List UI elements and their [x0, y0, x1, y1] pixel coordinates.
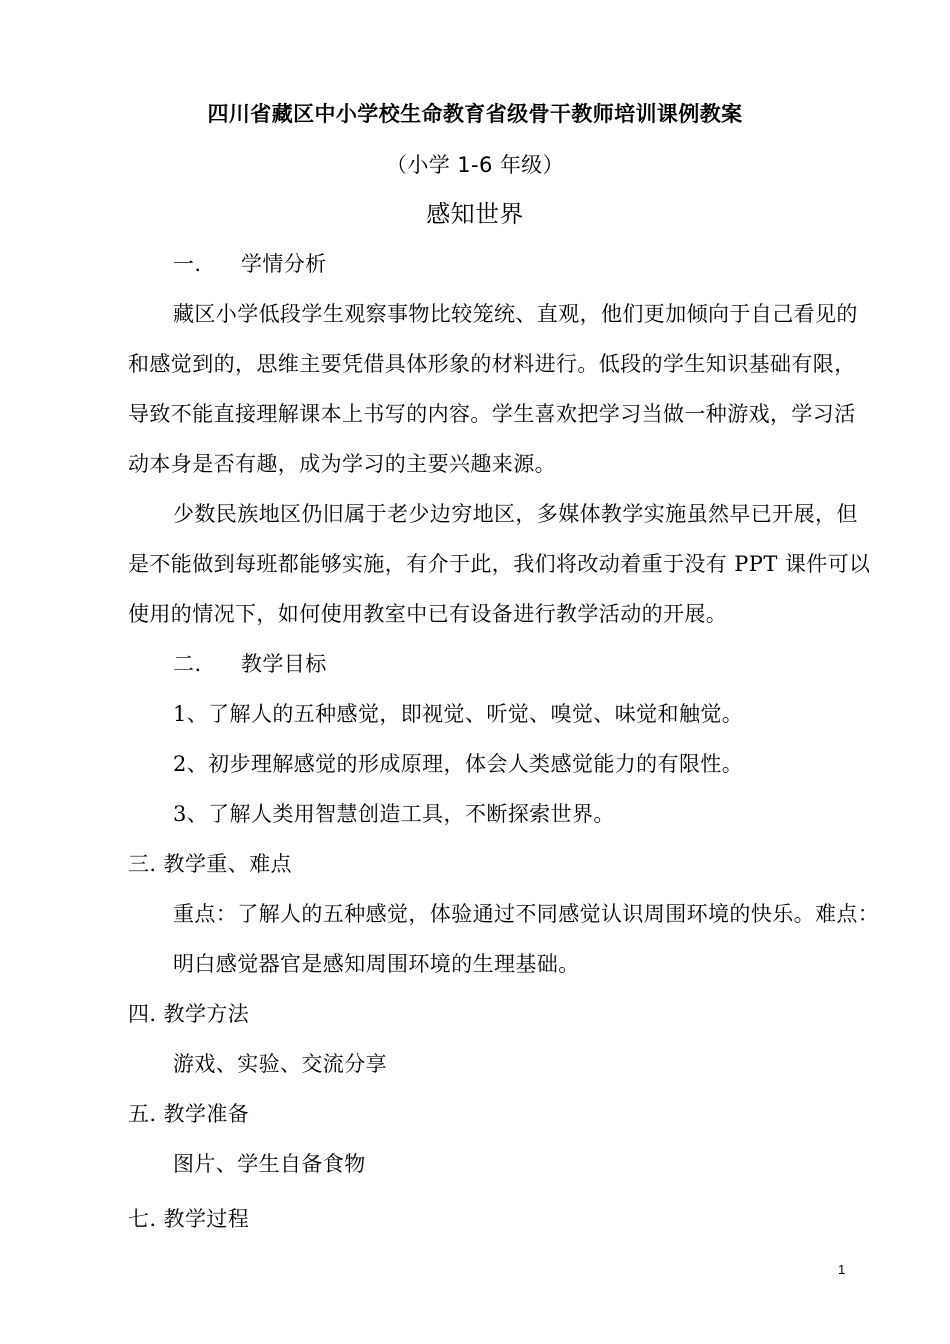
paragraph-line: 导致不能直接理解课本上书写的内容。学生喜欢把学习当做一种游戏，学习活	[128, 402, 856, 426]
section-heading-7: 七. 教学过程	[128, 1207, 250, 1231]
paragraph-line: 明白感觉器官是感知周围环境的生理基础。	[173, 952, 580, 976]
lesson-topic: 感知世界	[426, 200, 524, 228]
paragraph-line: 重点：了解人的五种感觉，体验通过不同感觉认识周围环境的快乐。难点：	[173, 902, 880, 926]
section-number: 一.	[173, 252, 202, 276]
goal-item: 1、了解人的五种感觉，即视觉、听觉、嗅觉、味觉和触觉。	[173, 702, 744, 726]
goal-item: 2、初步理解感觉的形成原理，体会人类感觉能力的有限性。	[173, 752, 744, 776]
section-heading-3: 三. 教学重、难点	[128, 852, 292, 876]
page-number: 1	[838, 1262, 846, 1277]
section-heading-1	[173, 250, 327, 278]
paragraph-line: 藏区小学低段学生观察事物比较笼统、直观，他们更加倾向于自己看见的	[173, 302, 858, 326]
paragraph-line: 少数民族地区仍旧属于老少边穷地区，多媒体教学实施虽然早已开展，但	[173, 502, 858, 526]
goal-item: 3、了解人类用智慧创造工具，不断探索世界。	[173, 802, 615, 826]
section-heading-2	[173, 650, 327, 678]
section-number: 二.	[173, 652, 202, 676]
section-title: 教学目标	[241, 652, 327, 676]
paragraph-line: 是不能做到每班都能够实施，有介于此，我们将改动着重于没有 PPT 课件可以	[128, 552, 871, 576]
document-subtitle: （小学 1-6 年级）	[385, 153, 565, 177]
paragraph-line: 游戏、实验、交流分享	[173, 1052, 387, 1076]
paragraph-line: 图片、学生自备食物	[173, 1152, 366, 1176]
section-title: 学情分析	[241, 252, 327, 276]
paragraph-line: 使用的情况下，如何使用教室中已有设备进行教学活动的开展。	[128, 602, 728, 626]
paragraph-line: 和感觉到的，思维主要凭借具体形象的材料进行。低段的学生知识基础有限，	[128, 352, 856, 376]
section-heading-5: 五. 教学准备	[128, 1102, 250, 1126]
paragraph-line: 动本身是否有趣，成为学习的主要兴趣来源。	[128, 452, 556, 476]
section-heading-4: 四. 教学方法	[128, 1002, 250, 1026]
document-title: 四川省藏区中小学校生命教育省级骨干教师培训课例教案	[207, 102, 743, 126]
